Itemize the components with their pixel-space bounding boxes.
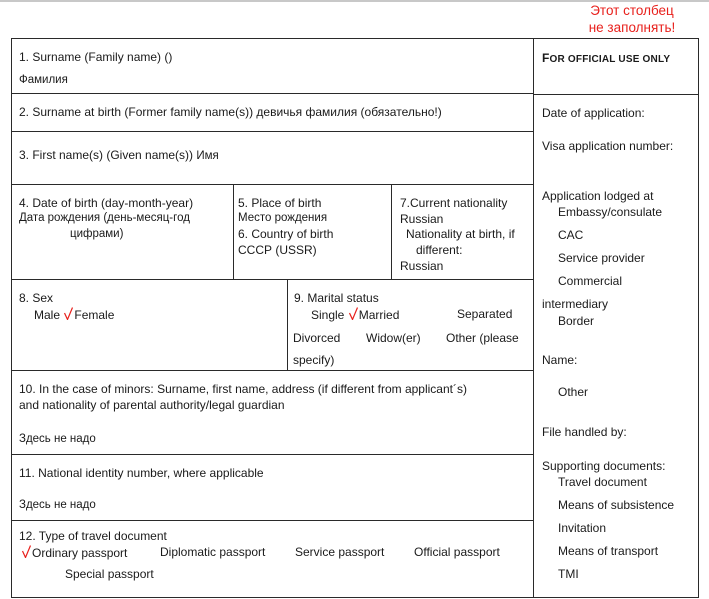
checkmark-icon [349, 307, 358, 320]
official-use-column [534, 39, 699, 597]
place-of-birth-label: 5. Place of birth [238, 196, 322, 210]
nationality-at-birth-value: Russian [400, 259, 444, 273]
field-minors[interactable] [12, 371, 533, 455]
birth-row [12, 185, 533, 280]
marital-divorced[interactable]: Divorced [293, 331, 341, 345]
official-use-header: FOR OFFICIAL USE ONLY [542, 51, 671, 65]
national-id-note: Здесь не надо [19, 499, 96, 511]
travel-doc-ordinary-option[interactable] [21, 545, 127, 560]
visa-application-number-label: Visa application number: [542, 139, 674, 153]
doc-invitation: Invitation [558, 521, 607, 535]
doc-travel-document: Travel document [558, 475, 647, 489]
official-header-divider [534, 94, 699, 95]
field-nationality[interactable] [392, 185, 533, 279]
field-marital-status[interactable] [288, 280, 533, 370]
field-national-id[interactable] [12, 455, 533, 521]
nationality-at-birth-label-1: Nationality at birth, if [406, 227, 515, 241]
travel-doc-diplomatic[interactable]: Diplomatic passport [160, 545, 266, 559]
travel-doc-official[interactable]: Official passport [414, 545, 500, 559]
sex-label: 8. Sex [19, 291, 54, 305]
place-of-birth-ru-label: Место рождения [238, 212, 328, 224]
date-of-birth-ru-line1: Дата рождения (день-месяц-год [19, 212, 190, 224]
marital-options-line1 [311, 307, 399, 322]
lodged-intermediary: intermediary [542, 297, 609, 311]
field-travel-document[interactable] [12, 521, 533, 599]
marital-specify: specify) [293, 353, 335, 367]
visa-application-form [11, 38, 699, 598]
field-surname[interactable] [12, 39, 533, 94]
current-nationality-value: Russian [400, 212, 444, 226]
marital-separated[interactable]: Separated [457, 307, 513, 321]
lodged-other: Other [558, 385, 589, 399]
travel-doc-ordinary: Ordinary passport [32, 546, 128, 560]
surname-at-birth-label: 2. Surname at birth (Former family name(s)) девичья фамилия (обязательно!) [19, 105, 442, 119]
travel-doc-service[interactable]: Service passport [295, 545, 385, 559]
minors-note: Здесь не надо [19, 433, 96, 445]
application-lodged-label: Application lodged at [542, 189, 654, 203]
minors-label-line1: 10. In the case of minors: Surname, first name, address (if different from applicant´s) [19, 382, 467, 396]
travel-doc-special[interactable]: Special passport [65, 567, 154, 581]
lodged-commercial: Commercial [558, 274, 623, 288]
date-of-birth-ru-line2: цифрами) [70, 228, 124, 240]
do-not-fill-note [569, 2, 695, 36]
nationality-at-birth-label-2: different: [416, 243, 463, 257]
note-line-1: Этот столбец [590, 3, 674, 18]
sex-marital-row [12, 280, 533, 371]
field-first-name[interactable] [12, 132, 533, 185]
name-label: Name: [542, 353, 578, 367]
surname-ru-label: Фамилия [19, 74, 68, 86]
field-surname-at-birth[interactable] [12, 94, 533, 132]
first-name-label: 3. First name(s) (Given name(s)) Имя [19, 148, 219, 162]
lodged-cac: CAC [558, 228, 584, 242]
field-date-of-birth[interactable] [12, 185, 233, 279]
marital-married[interactable]: Married [358, 308, 400, 322]
country-of-birth-label: 6. Country of birth [238, 227, 334, 241]
travel-doc-label: 12. Type of travel document [19, 529, 167, 543]
doc-tmi: TMI [558, 567, 579, 581]
lodged-service-provider: Service provider [558, 251, 645, 265]
current-nationality-label: 7.Current nationality [400, 196, 508, 210]
field-sex[interactable] [12, 280, 287, 370]
date-of-application-label: Date of application: [542, 106, 645, 120]
sex-options [34, 307, 114, 322]
surname-label: 1. Surname (Family name) () [19, 50, 173, 64]
country-of-birth-value: СССР (USSR) [238, 243, 317, 257]
marital-single[interactable]: Single [311, 308, 345, 322]
supporting-documents-label: Supporting documents: [542, 459, 666, 473]
field-place-of-birth[interactable] [234, 185, 391, 279]
marital-status-label: 9. Marital status [294, 291, 379, 305]
marital-widower[interactable]: Widow(er) [366, 331, 421, 345]
national-id-label: 11. National identity number, where applicable [19, 466, 264, 480]
lodged-border: Border [558, 314, 595, 328]
checkmark-icon [64, 307, 73, 320]
note-line-2: не заполнять! [588, 20, 676, 35]
date-of-birth-label: 4. Date of birth (day-month-year) [19, 196, 194, 210]
marital-other[interactable]: Other (please [446, 331, 519, 345]
doc-means-of-transport: Means of transport [558, 544, 659, 558]
sex-option-female[interactable]: Female [74, 308, 115, 322]
checkmark-icon [22, 545, 31, 558]
minors-label-line2: and nationality of parental authority/legal guardian [19, 398, 285, 412]
file-handled-by-label: File handled by: [542, 425, 627, 439]
doc-means-of-subsistence: Means of subsistence [558, 498, 675, 512]
lodged-embassy: Embassy/consulate [558, 205, 663, 219]
sex-option-male[interactable]: Male [34, 308, 61, 322]
